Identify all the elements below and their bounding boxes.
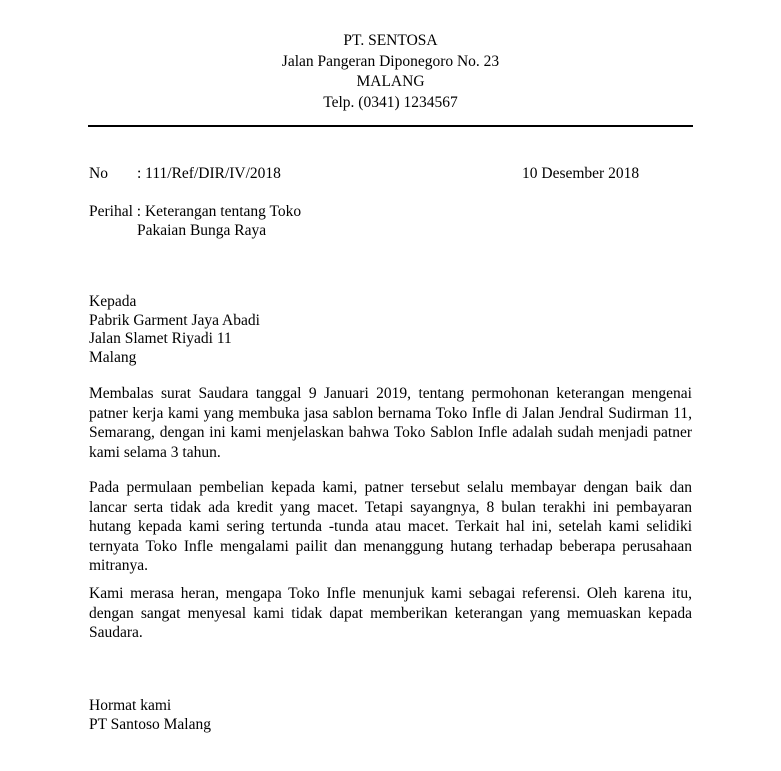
letter-number-label: No — [89, 165, 108, 182]
letter-number — [89, 164, 281, 183]
recipient-address — [89, 293, 260, 367]
company-name: PT. SENTOSA — [343, 32, 438, 49]
body-paragraph-1: Membalas surat Saudara tanggal 9 Januari 2019, tentang permohonan keterangan mengenai patner kerja kami yang membuka jasa sablon bernama Toko Infle di Jalan Jendral Sudirman 11, Semarang, dengan ini kami menjelaskan bahwa Toko Sablon Infle adalah sudah menjadi patner kami selama 3 tahun. — [89, 385, 692, 461]
company-street: Jalan Pangeran Diponegoro No. 23 — [281, 52, 500, 70]
body-paragraph-2: Pada permulaan pembelian kepada kami, patner tersebut selalu membayar dengan baik dan lancar serta tidak ada kredit yang macet. Tetapi sayangnya, 8 bulan terakhi ini pembayaran hutang kepada kami sering tertunda -tunda atau macet. Terkait hal ini, setelah kami selidiki ternyata Toko Infle mengalami pailit dan menanggung hutang terhadap beberapa perusahaan mitranya. — [89, 479, 692, 574]
letter-date: 10 Desember 2018 — [522, 165, 640, 182]
company-city: MALANG — [356, 73, 425, 90]
recipient-name: Pabrik Garment Jaya Abadi — [89, 311, 260, 329]
closing-regards: Hormat kami — [89, 697, 172, 714]
letterhead — [0, 31, 781, 113]
recipient-salutation: Kepada — [89, 293, 137, 310]
recipient-street: Jalan Slamet Riyadi 11 — [89, 330, 232, 347]
recipient-city: Malang — [89, 348, 137, 366]
company-phone: Telp. (0341) 1234567 — [323, 93, 458, 111]
letter-subject — [89, 202, 301, 240]
letterhead-divider — [88, 125, 693, 127]
letter-subject-line2: Pakaian Bunga Raya — [137, 222, 267, 239]
letter-subject-line1: Perihal : Keterangan tentang Toko — [89, 203, 302, 220]
letter-number-value: : 111/Ref/DIR/IV/2018 — [137, 165, 281, 182]
letter-closing — [89, 697, 211, 734]
body-paragraph-3: Kami merasa heran, mengapa Toko Infle menunjuk kami sebagai referensi. Oleh karena itu, dengan sangat menyesal kami tidak dapat memberikan keterangan yang memuaskan kepada Saudara. — [89, 585, 692, 641]
closing-signatory: PT Santoso Malang — [89, 715, 211, 733]
